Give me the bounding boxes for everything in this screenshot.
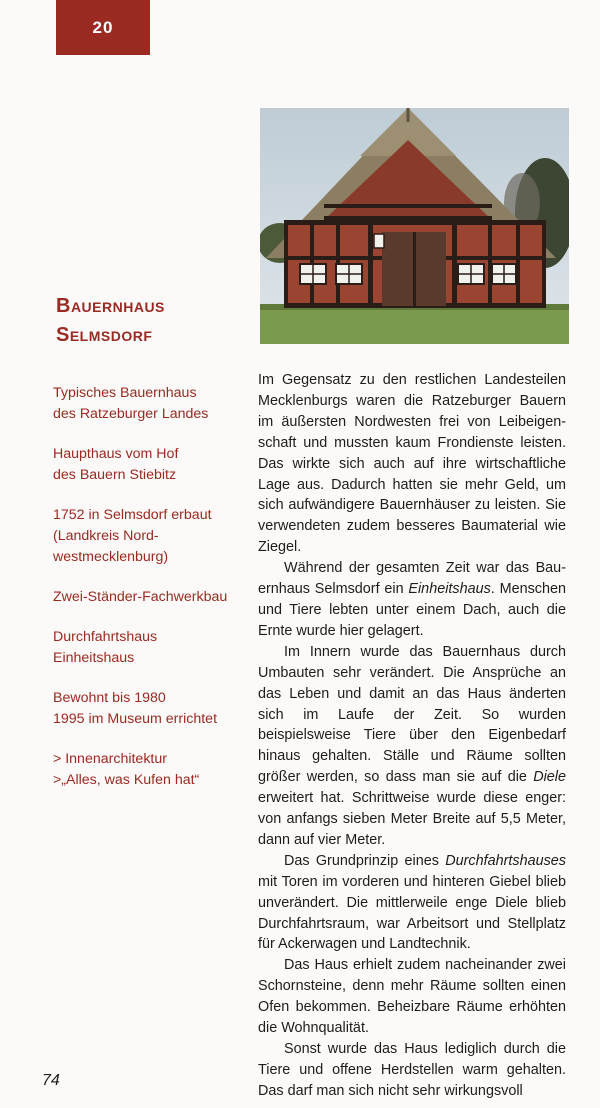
chapter-number-tab (56, 0, 150, 55)
page-number: 74 (42, 1072, 60, 1089)
farmhouse-illustration (260, 108, 569, 344)
fact-item: Zwei-Ständer-Fachwerkbau (53, 589, 228, 605)
cross-reference-links[interactable]: > Innenarchitektur >„Alles, was Kufen hat“ (53, 751, 200, 788)
page-title (56, 292, 165, 350)
fact-item: 1752 in Selmsdorf erbaut (Landkreis Nord- westmecklenburg) (53, 507, 212, 565)
paragraph: Im Innern wurde das Bauernhaus durch Umbauten sehr verändert. Die Ansprüche an das Leben und damit an das Haus änderten sich im Laufe der Zeit. So wurden beispielsweise Tiere über den Eigenbedarf hinaus gehalten. Ställe und Räume sollten größer werden, so dass man sie auf die Diele erweitert hat. Schrittweise wurde diese enger: von anfangs sieben Meter Breite auf 5,5 Meter, dann auf vier Meter. (258, 643, 566, 848)
fact-item: Haupthaus vom Hof des Bauern Stiebitz (53, 446, 179, 483)
fact-item: Durchfahrtshaus Einheitshaus (53, 629, 158, 666)
paragraph: Während der gesamten Zeit war das Bauernhaus Selmsdorf ein Einheitshaus. Menschen und Tiere lebten unter einem Dach, auch die Ernte wurde hier gelagert. (258, 560, 566, 639)
paragraph: Das Grundprinzip eines Durchfahrtshauses mit Toren im vorderen und hinteren Giebel blieb unverändert. Die mittlerweile enge Diele blieb Durchfahrtsraum, war Arbeitsort und Stellplatz für Ackerwagen und Landtechnik. (258, 852, 566, 953)
paragraph: Im Gegensatz zu den restlichen Landesteilen Mecklenburgs waren die Ratzeburger Bauern im äußersten Nordwesten frei von Leibeigenschaft und mussten kaum Frondienste leisten. Das wirkte sich auch auf ihre wirtschaftliche Lage aus. Dadurch hatten sie mehr Geld, um sich aufwändigere Bauernhäuser zu leisten. Sie verwendeten zudem besseres Baumaterial wie Ziegel. (258, 372, 566, 556)
fact-item: Bewohnt bis 1980 1995 im Museum errichtet (53, 690, 218, 727)
paragraph: Sonst wurde das Haus lediglich durch die Tiere und offene Herdstellen warm gehalten. Das darf man sich nicht sehr wirkungsvoll (258, 1041, 566, 1099)
body-text (258, 370, 566, 1102)
chapter-number: 20 (92, 17, 114, 37)
paragraph: Das Haus erhielt zudem nacheinander zwei Schornsteine, denn mehr Räume sollten einen Ofen bekommen. Beheizbare Räume erhöhten die Wohnqualität. (258, 957, 566, 1037)
fact-sidebar (53, 383, 253, 810)
fact-item: Typisches Bauernhaus des Ratzeburger Landes (53, 385, 209, 422)
title-line-1: Bauernhaus (56, 295, 165, 317)
title-line-2: Selmsdorf (56, 324, 153, 346)
farmhouse-photo (260, 108, 569, 344)
